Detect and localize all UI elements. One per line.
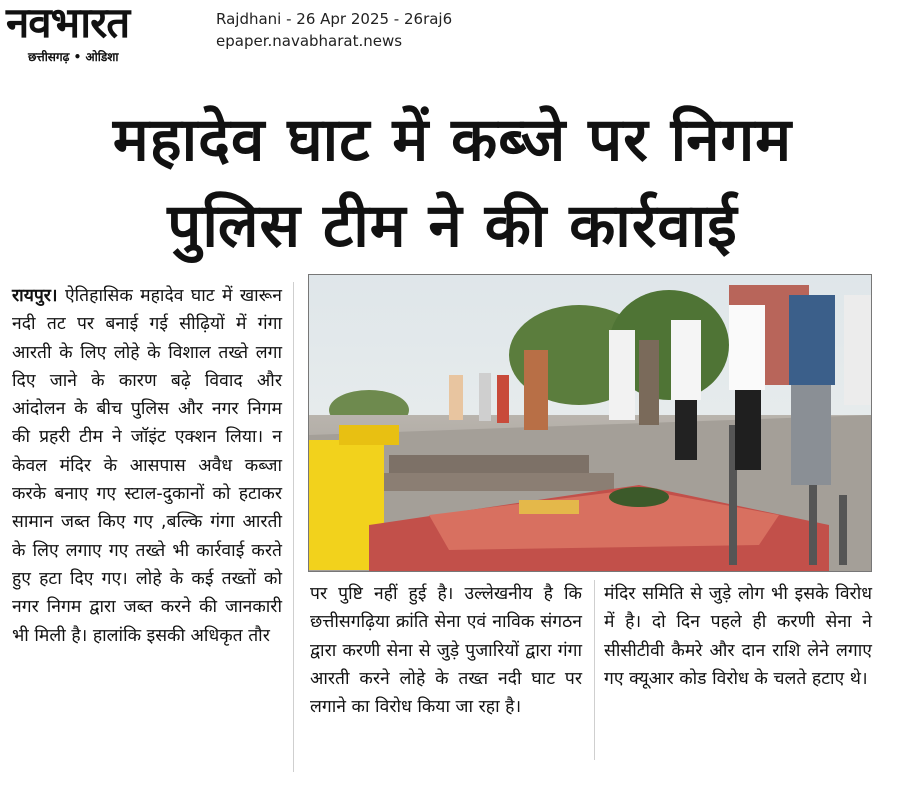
headline-line-1: महादेव घाट में कब्जे पर निगम xyxy=(112,105,793,175)
column-divider xyxy=(293,282,294,772)
ghat-photo-illustration xyxy=(309,275,871,571)
news-photo xyxy=(308,274,872,572)
column-divider xyxy=(594,580,595,760)
dateline: रायपुर। xyxy=(12,286,58,306)
article-column-1 xyxy=(12,282,282,650)
edition-info: Rajdhani - 26 Apr 2025 - 26raj6 xyxy=(216,10,453,28)
article-column-3: मंदिर समिति से जुड़े लोग भी इसके विरोध में है। दो दिन पहले ही करणी सेना ने सीसीटीवी कैमरे और दान राशि लेने लगाए गए क्यूआर कोड विरोध के चलते हटाए थे। xyxy=(604,584,872,689)
epaper-url: epaper.navabharat.news xyxy=(216,32,403,50)
column-1-text: ऐतिहासिक महादेव घाट में खारून नदी तट पर बनाई गई सीढ़ियों में गंगा आरती के लिए लोहे के विशाल तख्ते लगा दिए जाने के कारण बढ़े विवाद और आंदोलन के बीच पुलिस और नगर निगम की प्रहरी टीम ने जॉइंट एक्शन लिया। न केवल मंदिर के आसपास अवैध कब्जा करके बनाए गए स्टाल-दुकानों को हटाकर सामान जब्त किए गए ,बल्कि गंगा आरती के लिए लगाए गए तख्ते भी कार्रवाई करते हुए हटा दिए गए। लोहे के कई तख्तों को नगर निगम द्वारा जब्त करने की जानकारी भी मिली है। हालांकि इसकी अधिकृत तौर xyxy=(12,286,282,646)
logo-subtitle: छत्तीसगढ़ • ओडिशा xyxy=(28,50,119,64)
article-column-2: पर पुष्टि नहीं हुई है। उल्लेखनीय है कि छत्तीसगढ़िया क्रांति सेना एवं नाविक संगठन द्वारा करणी सेना से जुड़े पुजारियों द्वारा गंगा आरती करने लोहे के तख्त नदी घाट पर लगाने का विरोध किया जा रहा है। xyxy=(310,584,582,718)
masthead xyxy=(0,0,905,70)
newspaper-logo xyxy=(6,0,202,64)
logo-wordmark: नवभारत xyxy=(6,0,130,47)
headline-line-2: पुलिस टीम ने की कार्रवाई xyxy=(167,191,738,261)
